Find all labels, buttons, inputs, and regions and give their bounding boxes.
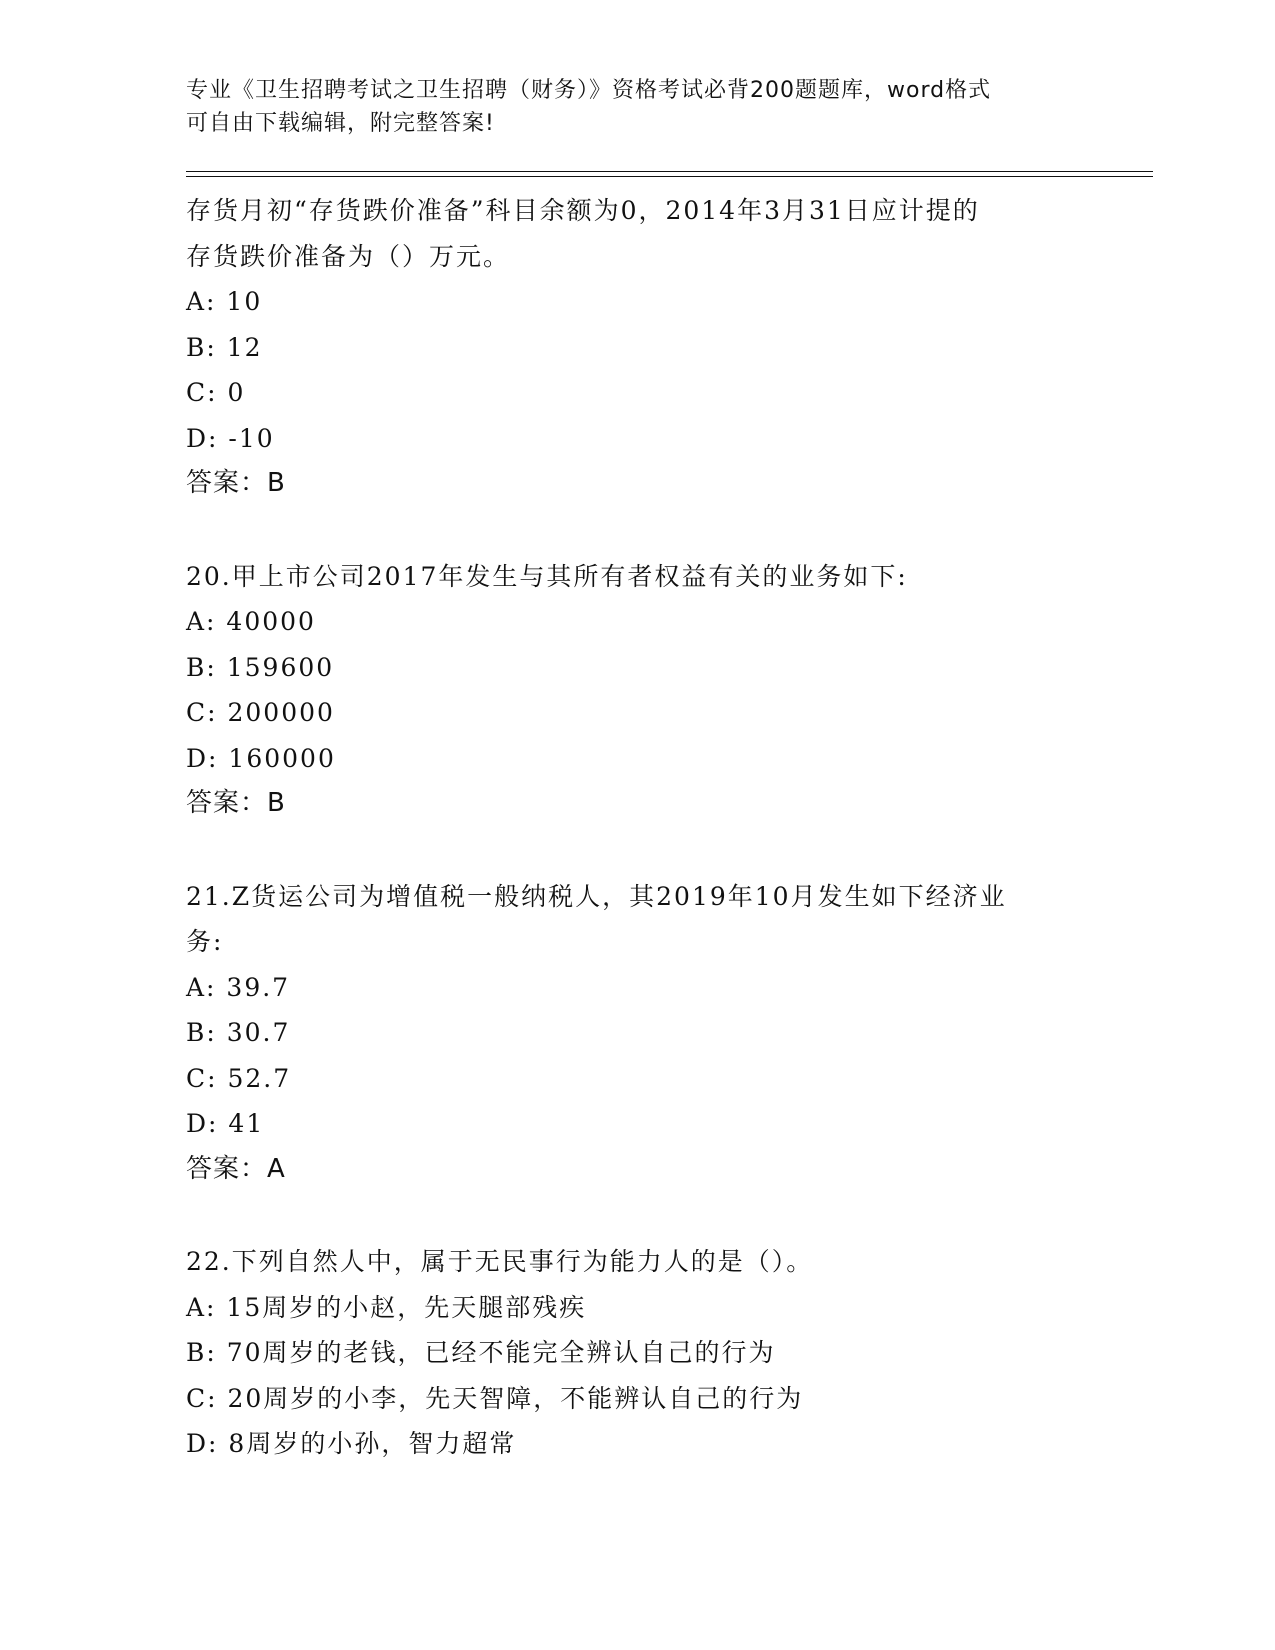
option-a: A: 10 [186, 287, 263, 316]
option-d: D: 160000 [186, 743, 336, 773]
option-d: D: -10 [186, 423, 275, 453]
option-b: B: 70周岁的老钱，已经不能完全辨认自己的行为 [186, 1338, 776, 1367]
option-a: A: 40000 [186, 607, 316, 636]
option-c: C: 20周岁的小李，先天智障，不能辨认自己的行为 [186, 1383, 804, 1413]
option-b: B: 159600 [186, 652, 335, 682]
option-c: C: 0 [186, 378, 246, 407]
answer-line: 答案：A [186, 1153, 286, 1184]
header-divider-bottom [186, 176, 1153, 177]
answer-line: 答案：B [186, 468, 286, 498]
question-stem-line: 20.甲上市公司2017年发生与其所有者权益有关的业务如下: [186, 561, 908, 591]
question-block [186, 554, 1106, 827]
option-d: D: 8周岁的小孙，智力超常 [186, 1429, 517, 1458]
option-b: B: 12 [186, 332, 263, 362]
question-list [186, 188, 1106, 1467]
header-line-2: 可自由下载编辑，附完整答案! [186, 111, 495, 136]
question-stem-line: 21.Z货运公司为增值税一般纳税人，其2019年10月发生如下经济业 [186, 881, 1007, 911]
question-stem-line: 22.下列自然人中，属于无民事行为能力人的是（）。 [186, 1247, 814, 1276]
question-stem-line: 务: [186, 927, 224, 956]
question-stem-line: 存货月初“存货跌价准备”科目余额为0，2014年3月31日应计提的 [186, 196, 980, 225]
question-block [186, 188, 1106, 507]
question-block [186, 874, 1106, 1193]
option-c: C: 52.7 [186, 1063, 292, 1093]
answer-line: 答案：B [186, 788, 286, 818]
option-a: A: 39.7 [186, 972, 291, 1002]
option-d: D: 41 [186, 1109, 265, 1138]
question-stem-line: 存货跌价准备为（）万元。 [186, 241, 511, 271]
header-divider-top [186, 171, 1153, 172]
option-a: A: 15周岁的小赵，先天腿部残疾 [186, 1292, 587, 1322]
header-line-1: 专业《卫生招聘考试之卫生招聘（财务）》资格考试必背200题题库，word格式 [186, 78, 992, 103]
option-c: C: 200000 [186, 698, 335, 727]
option-b: B: 30.7 [186, 1018, 291, 1047]
document-header [186, 74, 1086, 140]
question-block [186, 1239, 1106, 1467]
